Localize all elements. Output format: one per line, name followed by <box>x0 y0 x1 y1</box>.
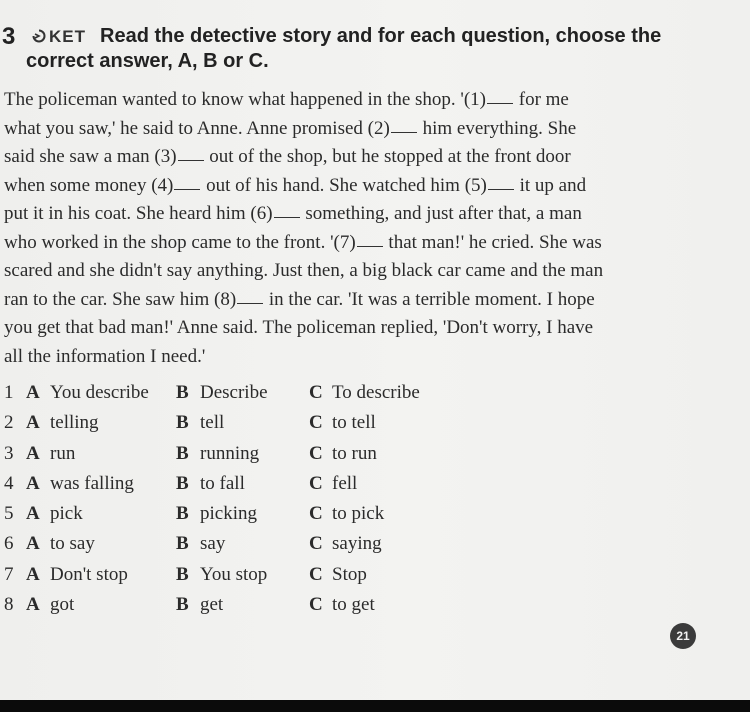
option-a: to say <box>50 533 95 555</box>
option-letter-a: A <box>26 563 40 585</box>
option-c: Stop <box>332 563 367 585</box>
option-c: To describe <box>332 382 420 403</box>
question-number: 3 <box>4 442 14 464</box>
answer-blank <box>357 233 383 247</box>
option-letter-b: B <box>176 563 189 585</box>
story-line <box>4 115 664 144</box>
story-text: that man!' he cried. She was <box>383 231 602 253</box>
option-letter-a: A <box>26 442 40 464</box>
answer-blank <box>487 90 513 104</box>
option-b: to fall <box>200 472 245 494</box>
option-b: say <box>200 533 226 555</box>
answer-blank <box>274 204 300 218</box>
option-a: was falling <box>50 472 134 494</box>
answer-blank <box>178 147 204 161</box>
option-letter-c: C <box>309 503 323 525</box>
option-letter-a: A <box>26 503 40 525</box>
story-line <box>4 257 664 286</box>
option-b: running <box>200 442 260 464</box>
answer-blank <box>237 290 263 304</box>
option-letter-a: A <box>26 382 40 403</box>
option-letter-c: C <box>309 412 323 434</box>
option-c: fell <box>332 472 358 494</box>
option-letter-c: C <box>309 594 323 616</box>
answer-blank <box>391 119 417 133</box>
story-text: something, and just after that, a man <box>300 203 582 224</box>
story-text: The policeman wanted to know what happened in the shop. '(1) <box>4 89 486 110</box>
story-text: for me <box>514 89 569 110</box>
option-a: got <box>50 594 75 616</box>
option-letter-a: A <box>26 594 40 616</box>
exercise-number: 3 <box>2 23 16 50</box>
option-letter-b: B <box>176 594 189 616</box>
option-c: to tell <box>332 412 376 434</box>
option-letter-c: C <box>309 442 323 464</box>
question-number: 5 <box>4 503 14 525</box>
option-b: tell <box>200 412 225 434</box>
option-c: to run <box>332 442 377 464</box>
story-text: who worked in the shop came to the front. '(7) <box>4 231 356 253</box>
option-letter-b: B <box>176 412 189 434</box>
story-text: it up and <box>514 174 587 196</box>
question-number: 2 <box>4 412 14 434</box>
option-b: Describe <box>200 382 268 403</box>
option-letter-b: B <box>176 442 189 464</box>
option-letter-b: B <box>176 382 189 403</box>
option-c: saying <box>332 533 382 555</box>
option-a: pick <box>50 503 83 525</box>
story-line <box>4 343 664 372</box>
instruction-line-2: correct answer, A, B or C. <box>26 50 269 72</box>
ket-label: KET <box>49 27 86 46</box>
story-line <box>4 229 664 258</box>
option-a: telling <box>50 412 99 434</box>
option-letter-b: B <box>176 533 189 555</box>
story-text: ran to the car. She saw him (8) <box>4 288 237 310</box>
story-text: in the car. 'It was a terrible moment. I hope <box>264 288 595 310</box>
option-letter-b: B <box>176 472 189 494</box>
option-letter-c: C <box>309 382 323 403</box>
option-letter-a: A <box>26 533 40 555</box>
story-text: put it in his coat. She heard him (6) <box>4 203 273 224</box>
detective-story <box>4 86 664 371</box>
question-number: 7 <box>4 563 14 585</box>
story-text: said she saw a man (3) <box>4 146 177 167</box>
option-letter-c: C <box>309 563 323 585</box>
option-letter-a: A <box>26 472 40 494</box>
story-line <box>4 172 664 201</box>
story-text: scared and she didn't say anything. Just then, a big black car came and the man <box>4 260 604 281</box>
screen-bottom-edge <box>0 700 750 712</box>
option-b: get <box>200 594 224 616</box>
option-letter-b: B <box>176 503 189 525</box>
answer-blank <box>488 176 514 190</box>
option-letter-a: A <box>26 412 40 434</box>
story-text: you get that bad man!' Anne said. The policeman replied, 'Don't worry, I have <box>4 317 594 338</box>
story-text: all the information I need.' <box>4 345 206 367</box>
question-number: 4 <box>4 472 14 494</box>
story-text: what you saw,' he said to Anne. Anne promised (2) <box>4 117 390 139</box>
story-line <box>4 143 664 172</box>
story-text: when some money (4) <box>4 174 174 196</box>
option-letter-c: C <box>309 533 323 555</box>
story-line <box>4 86 664 115</box>
story-text: him everything. She <box>417 117 577 139</box>
option-c: to pick <box>332 503 385 525</box>
option-a: Don't stop <box>50 563 128 585</box>
question-number: 1 <box>4 382 14 403</box>
instruction-line-1: Read the detective story and for each question, choose the <box>100 25 662 47</box>
page-number-badge: 21 <box>670 623 696 649</box>
option-a: You describe <box>50 382 149 403</box>
answer-blank <box>174 176 200 190</box>
option-a: run <box>50 442 76 464</box>
question-number: 6 <box>4 533 14 555</box>
option-b: You stop <box>200 563 268 585</box>
option-b: picking <box>200 503 257 525</box>
story-text: out of the shop, but he stopped at the front door <box>204 146 571 167</box>
option-c: to get <box>332 594 375 616</box>
ket-badge <box>32 24 86 49</box>
question-number: 8 <box>4 594 14 616</box>
story-line <box>4 314 664 343</box>
ket-exam-icon <box>32 29 46 43</box>
option-letter-c: C <box>309 472 323 494</box>
story-line <box>4 286 664 315</box>
story-text: out of his hand. She watched him (5) <box>201 174 487 196</box>
story-line <box>4 200 664 229</box>
